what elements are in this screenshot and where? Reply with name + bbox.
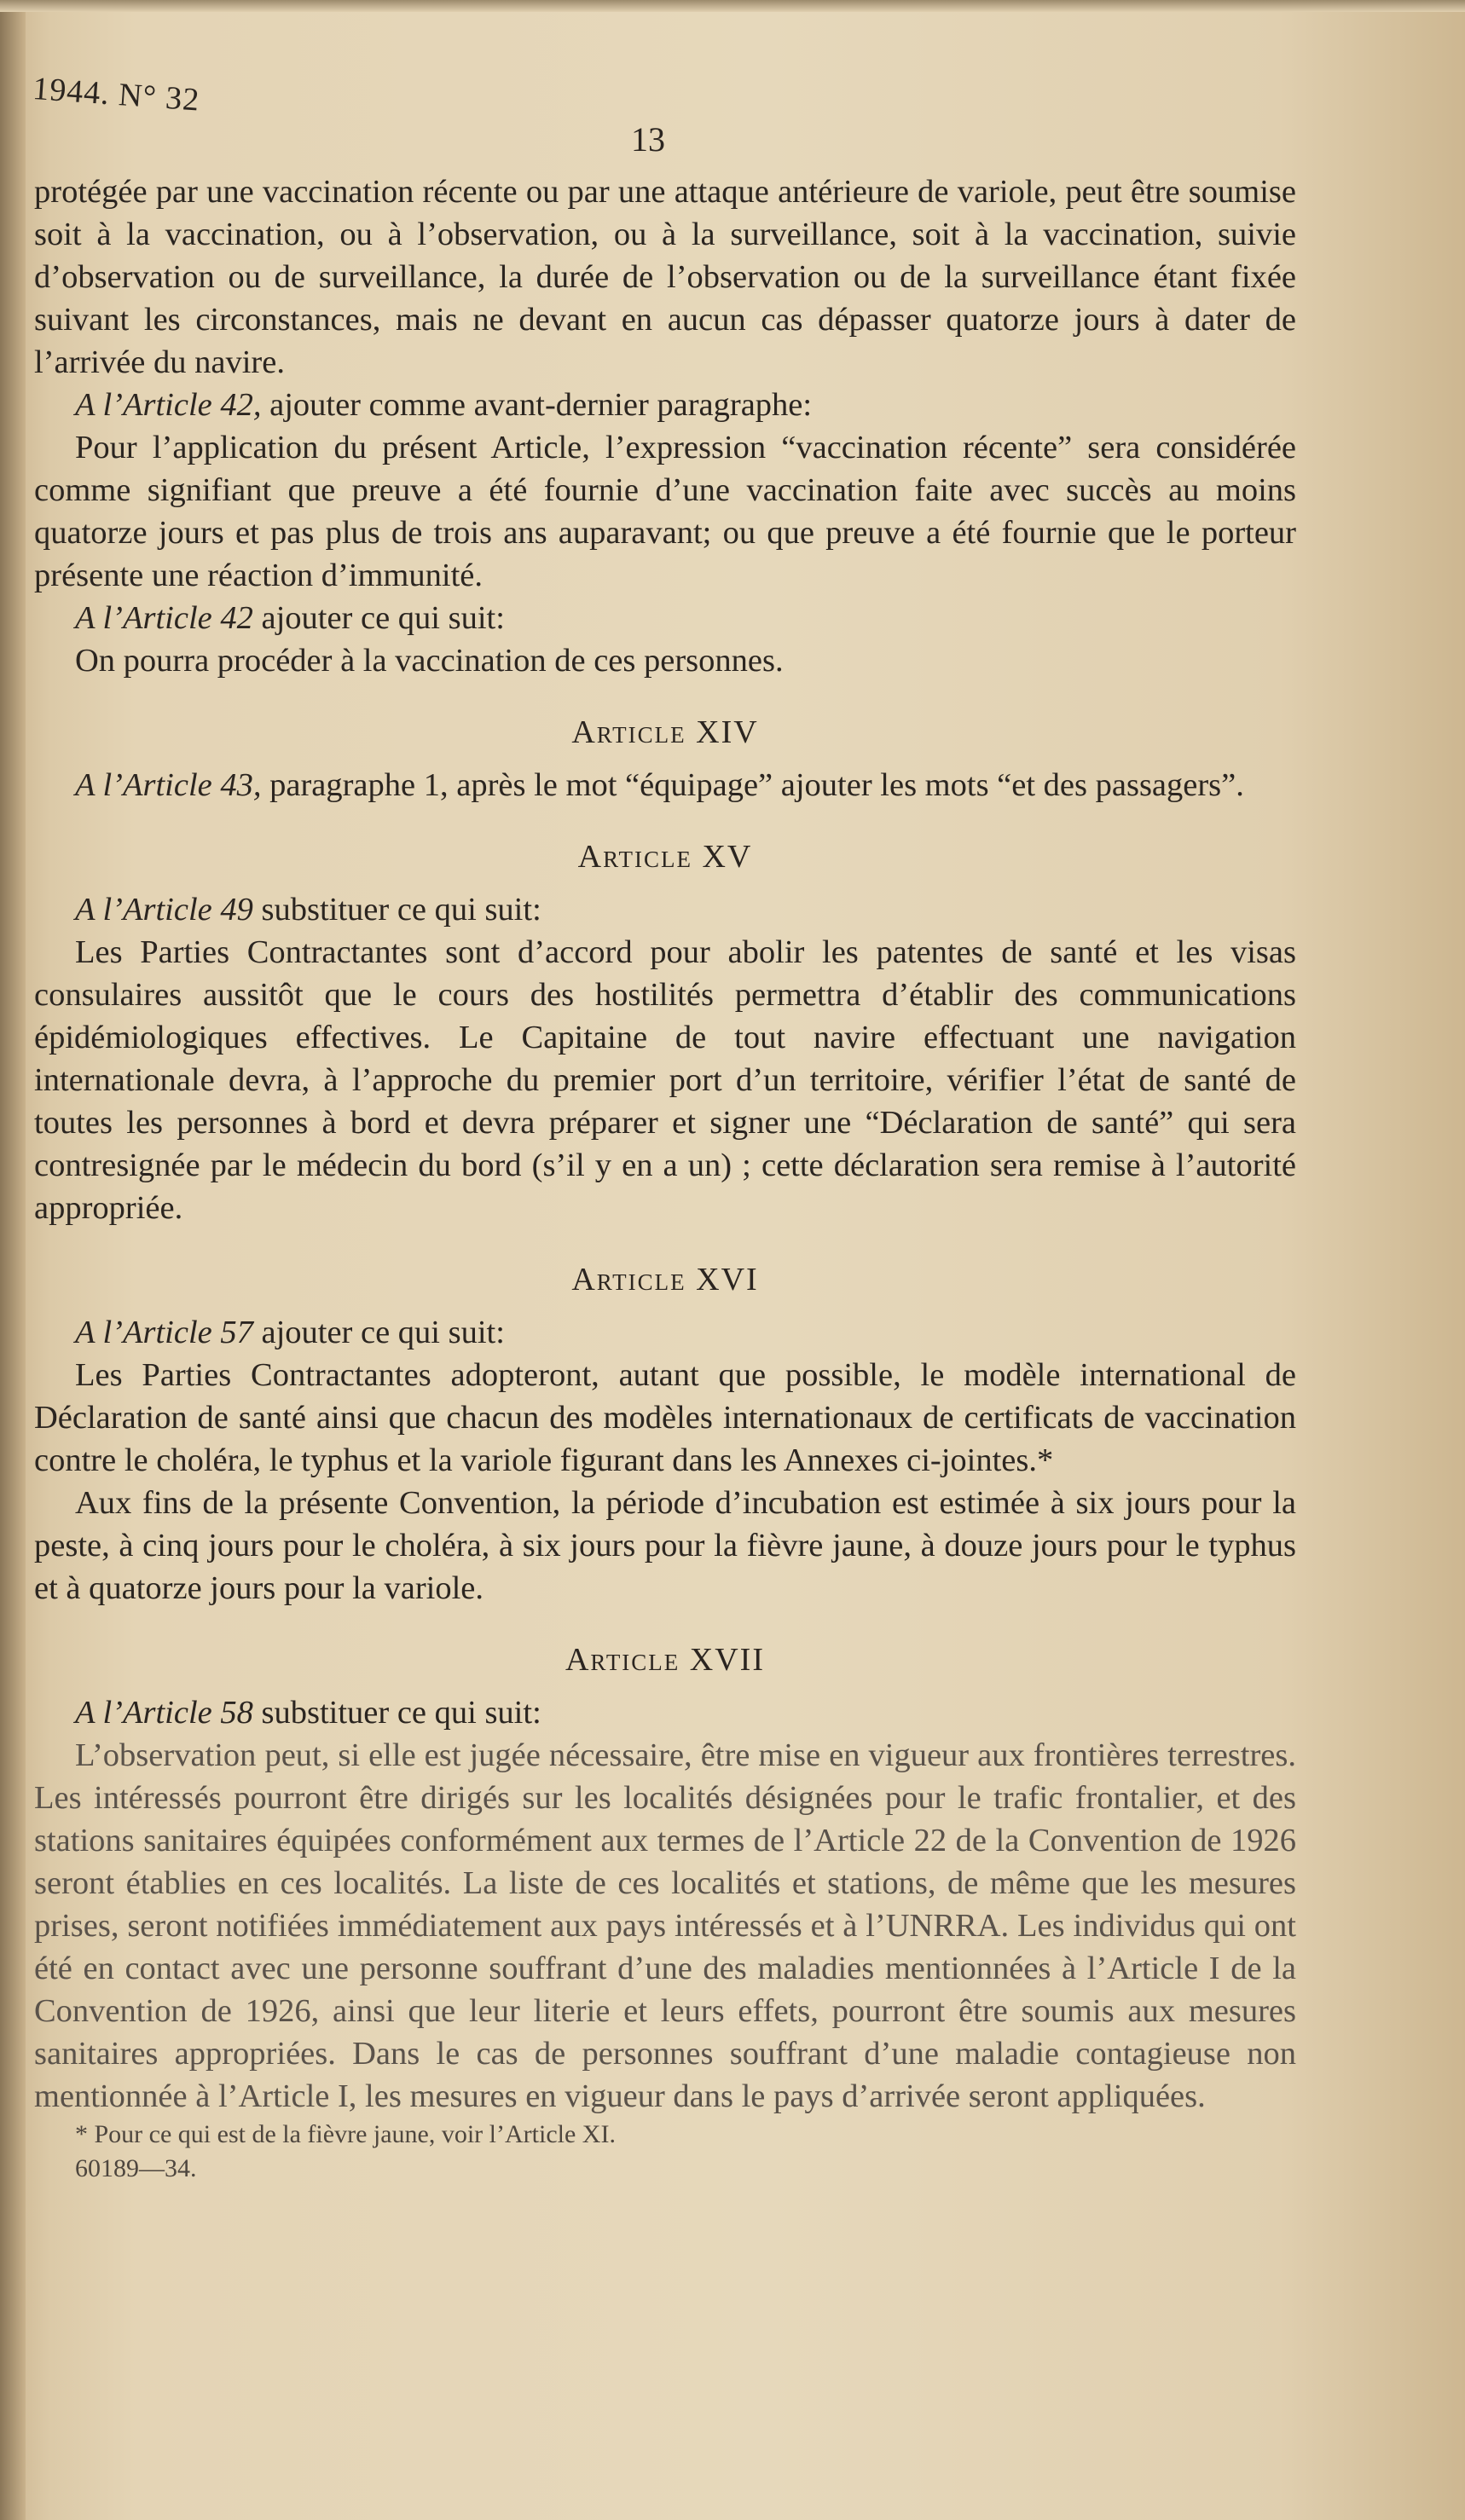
article-ref: A l’Article 58	[75, 1695, 253, 1731]
article-ref: A l’Article 49	[75, 892, 253, 928]
page-top-edge	[0, 0, 1465, 12]
heading-article-xiv: Article XIV	[571, 714, 759, 750]
paragraph-1: protégée par une vaccination récente ou par une attaque antérieure de variole, peut être soumise soit à la vaccination, ou à l’observation, ou à la surveillance, soit à la vaccination, suivie d’observation ou de surveillance, la durée de l’observation ou de la surveillance étant fixée suivant les circonstances, mais ne devant en aucun cas dépasser quatorze jours à dater de l’arrivée du navire.	[34, 174, 1296, 380]
body-text	[34, 171, 1296, 2186]
paragraph-13: L’observation peut, si elle est jugée nécessaire, être mise en vigueur aux frontières terrestres. Les intéressés pourront être dirigés sur les localités désignées pour le trafic frontalier, et des stations sanitaires équipées conformément aux termes de l’Article 22 de la Convention de 1926 seront établies en ces localités. La liste de ces localités et stations, de même que les mesures prises, seront notifiées immédiatement aux pays intéressés et à l’UNRRA. Les individus qui ont été en contact avec une personne souffrant d’une des maladies mentionnées à l’Article I de la Convention de 1926, ainsi que leur literie et leurs effets, pourront être soumis aux mesures sanitaires appropriées. Dans le cas de personnes souffrant d’une maladie contagieuse non mentionnée à l’Article I, les mesures en vigueur dans le pays d’arrivée seront appliquées.	[34, 1737, 1296, 2114]
heading-article-xvii: Article XVII	[565, 1642, 765, 1678]
book-spine-shadow	[0, 0, 26, 2520]
instruction: ajouter ce qui suit:	[261, 1315, 505, 1350]
paragraph-5: On pourra procéder à la vaccination de ces personnes.	[75, 643, 784, 679]
paragraph-4	[34, 597, 1296, 639]
article-ref: A l’Article 42	[75, 600, 253, 636]
paragraph-12	[34, 1691, 1296, 1734]
paragraph-11: Aux fins de la présente Convention, la période d’incubation est estimée à six jours pour la peste, à cinq jours pour le choléra, à six jours pour la fièvre jaune, à douze jours pour le typhus et à quatorze jours pour la variole.	[34, 1485, 1296, 1606]
article-ref: A l’Article 42,	[75, 387, 262, 423]
instruction: ajouter comme avant-dernier paragraphe:	[269, 387, 813, 423]
paragraph-7	[34, 888, 1296, 931]
paragraph-8: Les Parties Contractantes sont d’accord pour abolir les patentes de santé et les visas consulaires aussitôt que le cours des hostilités permettra d’établir des communications épidémiologiques effectives. Le Capitaine de tout navire effectuant une navigation internationale devra, à l’approche du premier port d’un territoire, vérifier l’état de santé de toutes les personnes à bord et devra préparer et signer une “Déclaration de santé” qui sera contresignée par le médecin du bord (s’il y en a un) ; cette déclaration sera remise à l’autorité appropriée.	[34, 934, 1296, 1226]
instruction: paragraphe 1, après le mot “équipage” ajouter les mots “et des passagers”.	[269, 767, 1244, 803]
page-number: 13	[631, 120, 665, 159]
paragraph-2	[34, 384, 1296, 426]
heading-article-xvi: Article XVI	[571, 1262, 759, 1298]
heading-article-xv: Article XV	[577, 839, 753, 875]
print-code: 60189—34.	[75, 2154, 197, 2182]
article-ref: A l’Article 43,	[75, 767, 262, 803]
header-issue: 1944. N° 32	[32, 70, 201, 118]
footnote: * Pour ce qui est de la fièvre jaune, voir l’Article XI.	[75, 2120, 616, 2148]
instruction: substituer ce qui suit:	[261, 892, 541, 928]
instruction: ajouter ce qui suit:	[261, 600, 505, 636]
paragraph-3: Pour l’application du présent Article, l’expression “vaccination récente” sera considérée comme signifiant que preuve a été fournie d’une vaccination faite avec succès au moins quatorze jours et pas plus de trois ans auparavant; ou que preuve a été fournie que le porteur présente une réaction d’immunité.	[34, 430, 1296, 593]
paragraph-6	[34, 764, 1296, 806]
paragraph-10: Les Parties Contractantes adopteront, autant que possible, le modèle international de Déclaration de santé ainsi que chacun des modèles internationaux de certificats de vaccination contre le choléra, le typhus et la variole figurant dans les Annexes ci-jointes.*	[34, 1357, 1296, 1478]
paragraph-9	[34, 1311, 1296, 1354]
article-ref: A l’Article 57	[75, 1315, 253, 1350]
instruction: substituer ce qui suit:	[261, 1695, 541, 1731]
